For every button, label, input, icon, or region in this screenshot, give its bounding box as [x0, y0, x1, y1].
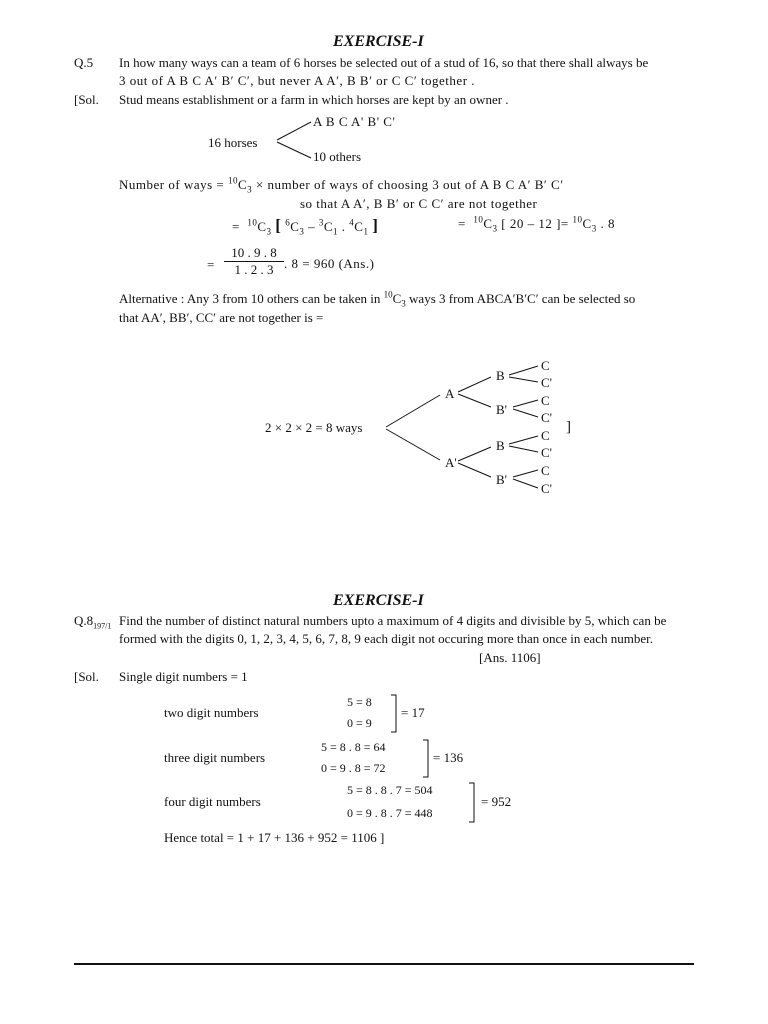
eq-c-e: C	[483, 216, 493, 231]
q5-sol-line1: Stud means establishment or a farm in which horses are kept by an owner .	[119, 92, 509, 107]
eq-sup-10b: 10	[473, 214, 484, 225]
eq-sub-3c: 3	[492, 223, 498, 234]
q5-text-line2: 3 out of A B C A′ B′ C′, but never A A′, B B′ or C C′ together .	[119, 73, 476, 88]
tree2-leaf-cp4: C'	[541, 481, 553, 496]
ways-line2: so that A A′, B B′ or C C′ are not together	[300, 196, 538, 211]
section1-title: EXERCISE-I	[333, 33, 424, 50]
ways-line1-post: × number of ways of choosing 3 out of A B C A′ B′ C′	[252, 177, 564, 192]
eq-equals-1: =	[232, 219, 240, 234]
frac-equals: =	[207, 257, 215, 272]
eq-rbracket: ]	[372, 216, 379, 235]
eq-sub-1b: 1	[363, 226, 369, 237]
tree2-node-b1: B	[496, 368, 505, 383]
tree2-leaf-c3: C	[541, 428, 550, 443]
eq-equals-2: =	[458, 216, 466, 231]
eq-sub-1: 1	[333, 226, 339, 237]
tree2-close-bracket: ]	[566, 419, 571, 435]
q8-answer: [Ans. 1106]	[479, 650, 541, 665]
eq-lbracket: [	[275, 216, 282, 235]
eq-sup-3: 3	[318, 217, 324, 228]
ways-line1-pre: Number of ways =	[119, 177, 228, 192]
tree2-node-bp1: B'	[496, 402, 508, 417]
four-digit-row1: 5 = 8 . 8 . 7 = 504	[347, 783, 433, 797]
eq-sub-3a: 3	[266, 226, 272, 237]
q8-text-line1: Find the number of distinct natural numbers upto a maximum of 4 digits and divisible by 5, which can be	[119, 613, 667, 628]
tree2-node-bp2: B'	[496, 472, 508, 487]
eq-sup-6: 6	[285, 217, 291, 228]
alt-pre: Alternative : Any 3 from 10 others can be taken in	[119, 291, 384, 306]
eq-dot: .	[338, 219, 350, 234]
hence-total: Hence total = 1 + 17 + 136 + 952 = 1106 ]	[164, 830, 385, 845]
eq-sup-10c: 10	[572, 214, 583, 225]
four-digit-label: four digit numbers	[164, 794, 261, 809]
q5-label: Q.5	[74, 55, 94, 70]
three-digit-row2: 0 = 9 . 8 = 72	[321, 761, 386, 775]
eq-right-end: . 8	[596, 216, 615, 231]
alt-c: C	[392, 291, 402, 306]
eq-c-b: C	[290, 219, 300, 234]
two-digit-total: = 17	[401, 705, 425, 720]
alt-sub-3: 3	[401, 298, 406, 309]
eq-minus: –	[304, 219, 319, 234]
tree2-node-b2: B	[496, 438, 505, 453]
eq-sub-3b: 3	[299, 226, 305, 237]
tree2-leaf-cp1: C'	[541, 375, 553, 390]
two-digit-row1: 5 = 8	[347, 695, 372, 709]
fraction-denominator: 1 . 2 . 3	[224, 261, 284, 278]
tree2-leaf-cp3: C'	[541, 445, 553, 460]
q8-sol-label: [Sol.	[74, 669, 99, 684]
eq-c-f: C	[582, 216, 592, 231]
frac-tail: . 8 = 960 (Ans.)	[284, 256, 375, 271]
section2-title: EXERCISE-I	[333, 592, 424, 609]
eq-sub-3d: 3	[591, 223, 597, 234]
q5-sol-label: [Sol.	[74, 92, 99, 107]
tree2-leaf-c2: C	[541, 393, 550, 408]
q5-text-line1: In how many ways can a team of 6 horses be selected out of a stud of 16, so that there shall always be	[119, 55, 649, 70]
tree2-leaf-cp2: C'	[541, 410, 553, 425]
footer-rule	[74, 963, 694, 965]
q8-text-line2: formed with the digits 0, 1, 2, 3, 4, 5, 6, 7, 8, 9 each digit not occuring more than once in each number.	[119, 631, 653, 646]
four-digit-row2: 0 = 9 . 8 . 7 = 448	[347, 806, 433, 820]
alt-post: ways 3 from ABCA′B′C′ can be selected so	[405, 291, 636, 306]
ways-c: C	[237, 177, 248, 192]
tree2-label: 2 × 2 × 2 = 8 ways	[265, 420, 363, 435]
alt-sup-10: 10	[383, 289, 393, 300]
tree2-node-ap: A'	[445, 455, 457, 470]
eq-c-c: C	[323, 219, 334, 234]
four-digit-total: = 952	[481, 794, 512, 809]
ways-sup-10: 10	[227, 175, 238, 186]
three-digit-label: three digit numbers	[164, 750, 266, 765]
q8-label-sub: 197/1	[93, 621, 112, 631]
eq-sup-10a: 10	[247, 217, 258, 228]
eq-c-a: C	[257, 219, 267, 234]
tree2-leaf-c1: C	[541, 358, 550, 373]
alt-line2: that AA′, BB′, CC′ are not together is =	[119, 310, 324, 325]
tree2-leaf-c4: C	[541, 463, 550, 478]
tree1-bottom: 10 others	[313, 149, 362, 164]
two-digit-row2: 0 = 9	[347, 716, 372, 730]
eq-sup-4: 4	[349, 217, 355, 228]
ways-sub-3: 3	[247, 184, 253, 195]
three-digit-total: = 136	[433, 750, 464, 765]
three-digit-row1: 5 = 8 . 8 = 64	[321, 740, 386, 754]
tree1-root: 16 horses	[208, 135, 258, 150]
tree2-node-a: A	[445, 386, 455, 401]
q8-label-text: Q.8	[74, 613, 94, 628]
eq-c-d: C	[354, 219, 364, 234]
fraction-numerator: 10 . 9 . 8	[231, 245, 277, 260]
eq-right-mid: [ 20 – 12 ]=	[497, 216, 573, 231]
two-digit-label: two digit numbers	[164, 705, 259, 720]
tree1-top: A B C A' B' C'	[313, 114, 396, 129]
single-digit-line: Single digit numbers = 1	[119, 669, 248, 684]
